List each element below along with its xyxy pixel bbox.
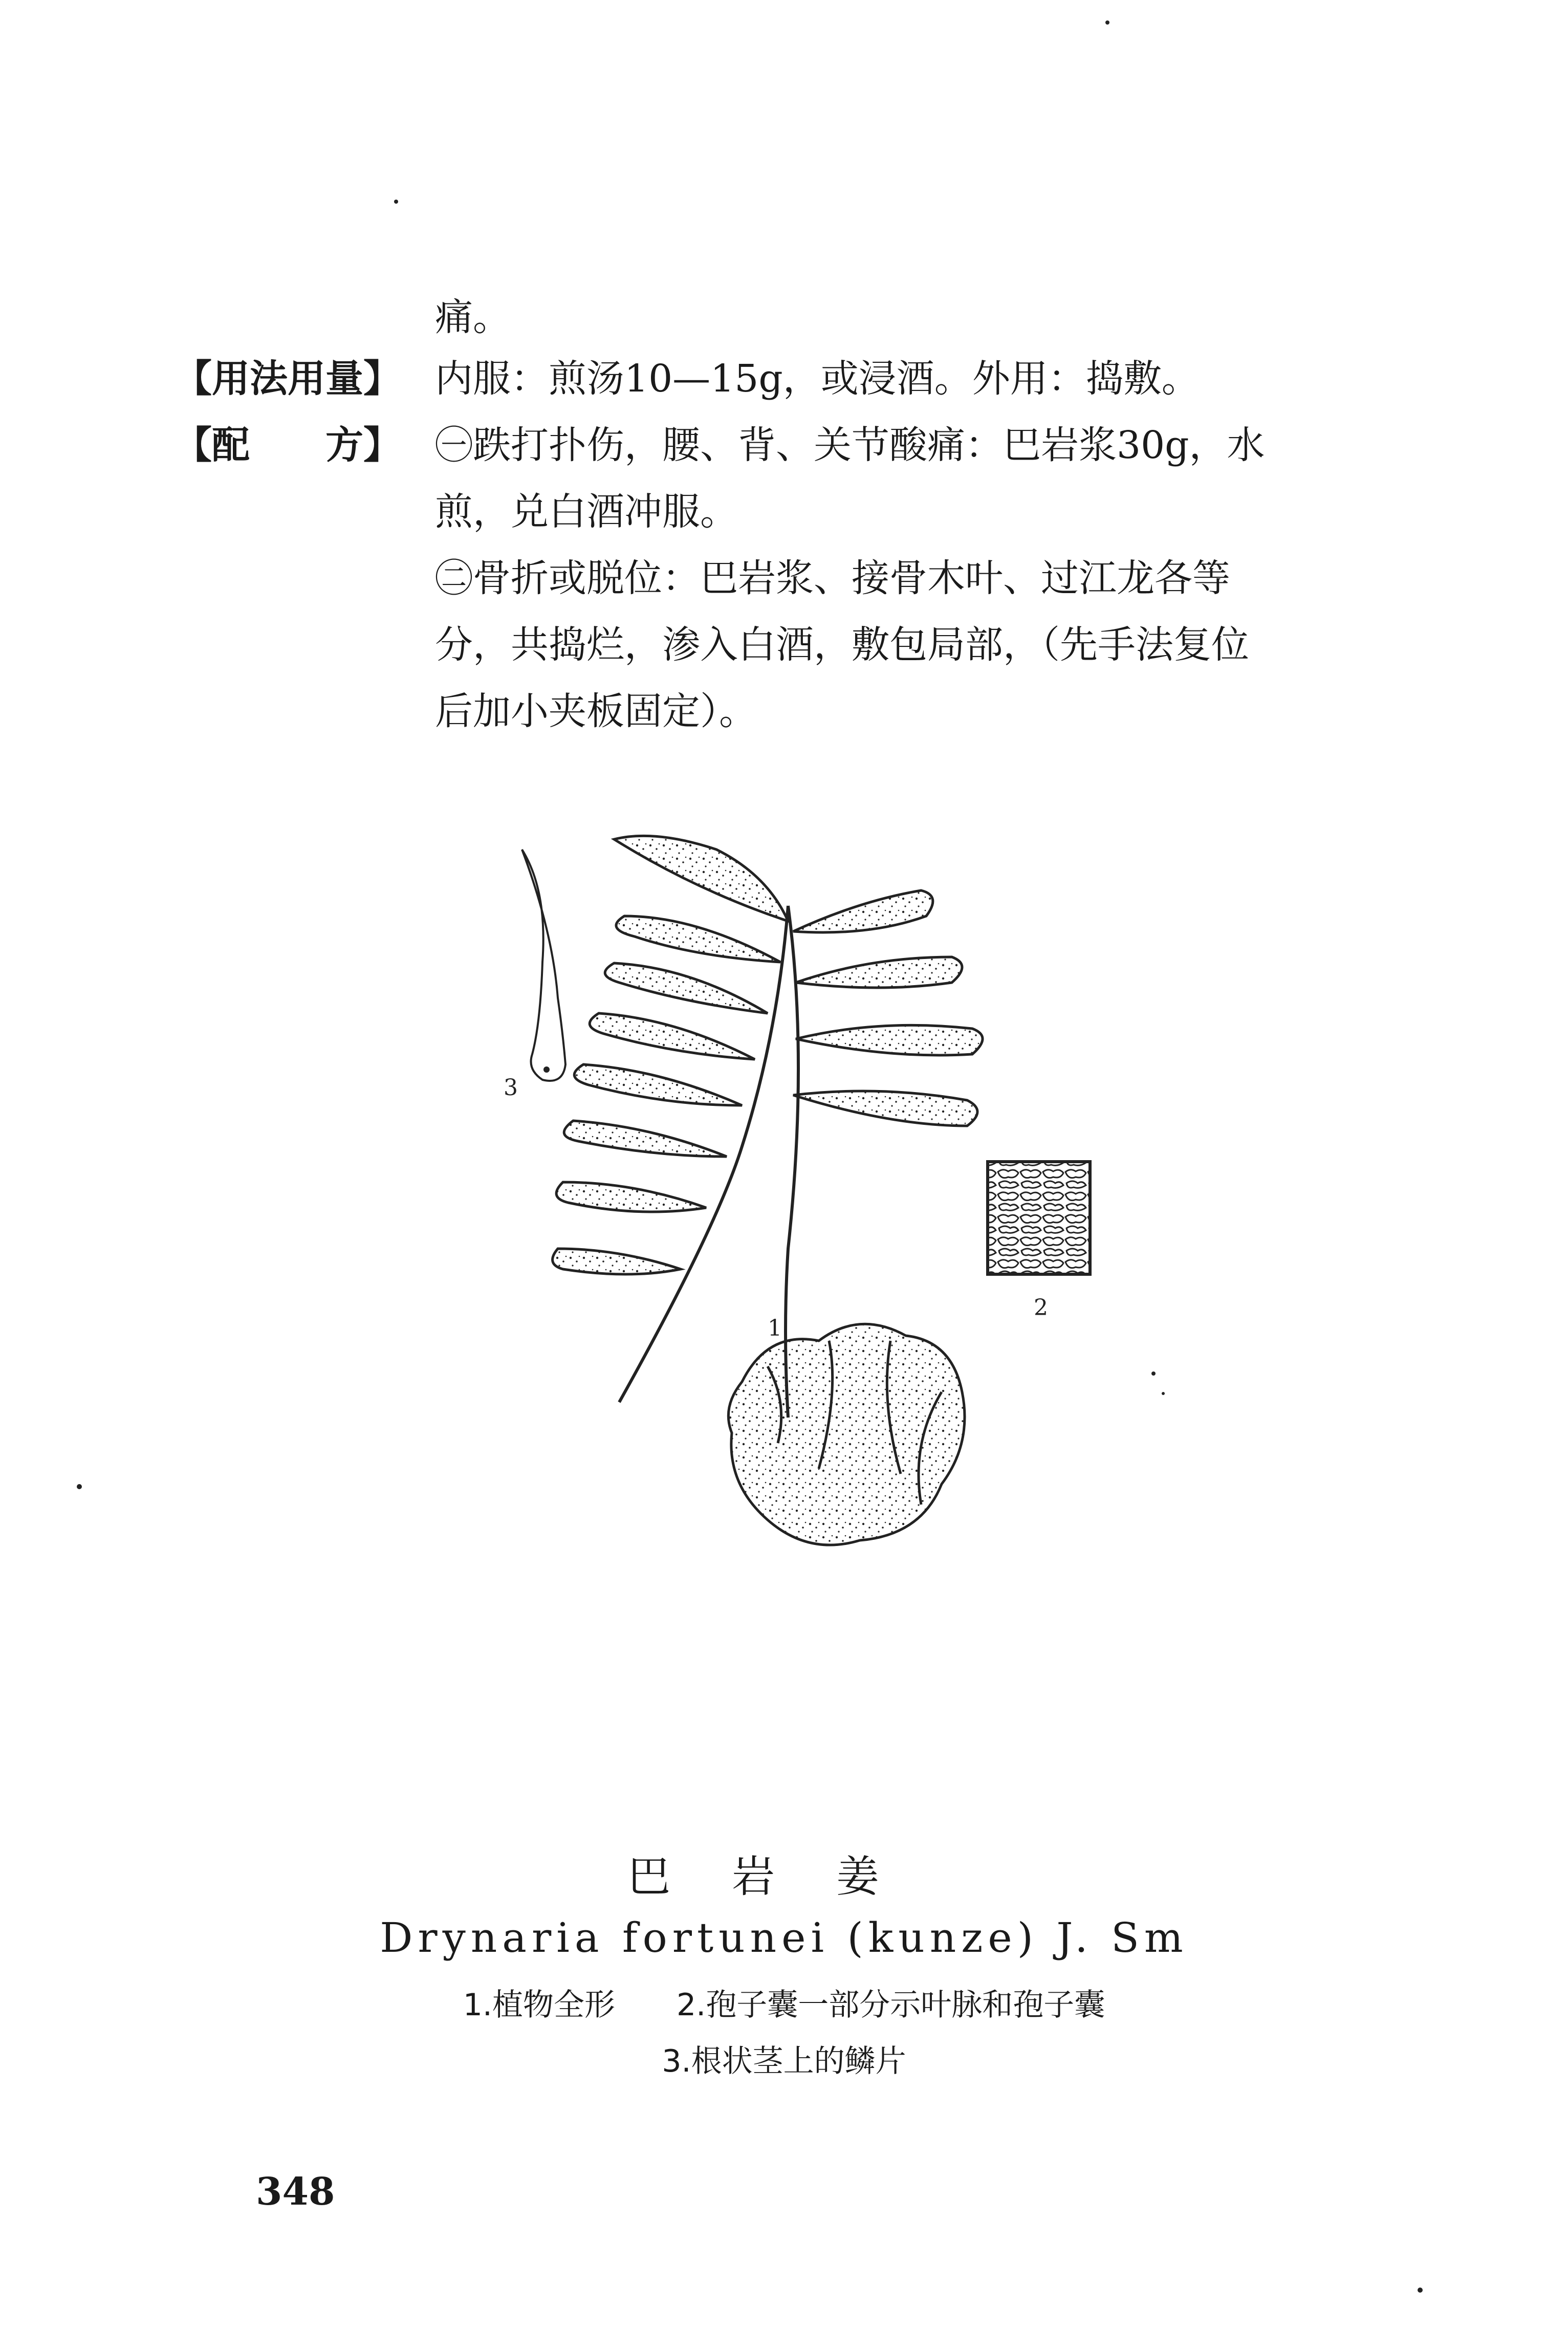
prescription-line: 煎，兑白酒冲服。 — [435, 490, 738, 534]
fern-drawing — [502, 829, 1167, 1627]
figure-label-2: 2 — [1034, 1295, 1048, 1321]
scan-speck — [1418, 2288, 1423, 2293]
plant-chinese-name: 巴岩姜 — [627, 1852, 941, 1902]
figure-label-3: 3 — [504, 1075, 518, 1101]
page-number: 348 — [256, 2170, 335, 2214]
scan-speck — [77, 1484, 82, 1489]
continued-text: 痛。 — [435, 295, 511, 339]
prescription-label: 【配 方】 — [174, 423, 401, 467]
scan-speck — [1151, 1371, 1156, 1376]
scan-speck — [394, 200, 398, 204]
prescription-line: 后加小夹板固定）。 — [435, 689, 757, 733]
plant-latin-name: Drynaria fortunei (kunze) J. Sm — [380, 1914, 1188, 1962]
sporangia-detail — [988, 1162, 1090, 1274]
figure-legend-line: 3.根状茎上的鳞片 — [662, 2043, 906, 2079]
scan-speck — [1162, 1392, 1165, 1395]
figure-label-1: 1 — [768, 1315, 782, 1341]
usage-label: 【用法用量】 — [174, 357, 401, 401]
rhizome-scale-drawing — [522, 850, 565, 1081]
plant-illustration — [502, 829, 1167, 1627]
prescription-line: 分，共捣烂，渗入白酒，敷包局部，（先手法复位 — [435, 623, 1249, 667]
scan-speck — [1105, 20, 1109, 25]
prescription-line: ㊀跌打扑伤，腰、背、关节酸痛：巴岩浆30g，水 — [435, 423, 1265, 467]
prescription-line: ㊁骨折或脱位：巴岩浆、接骨木叶、过江龙各等 — [435, 556, 1230, 600]
usage-text: 内服：煎汤10—15g，或浸酒。外用：捣敷。 — [435, 357, 1200, 401]
figure-legend-line: 1.植物全形 2.孢子囊一部分示叶脉和孢子囊 — [463, 1987, 1105, 2023]
